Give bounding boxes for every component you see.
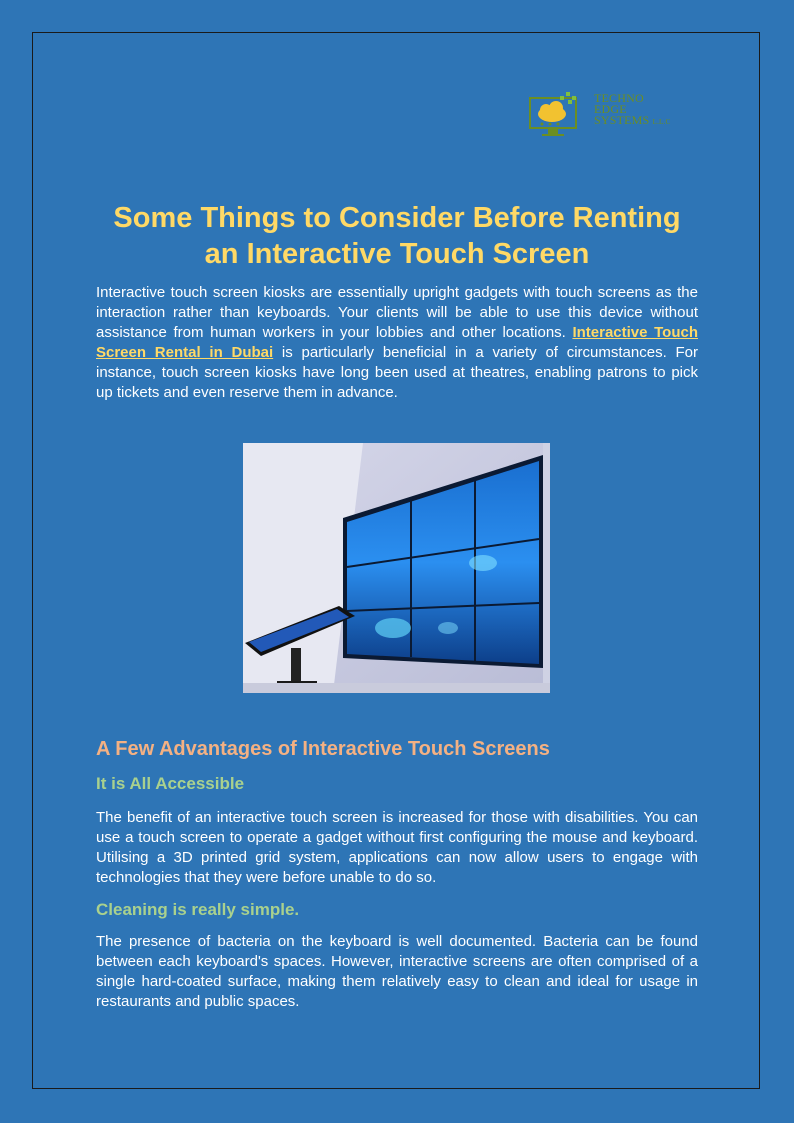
video-wall-photo bbox=[243, 443, 550, 693]
intro-text-before: Interactive touch screen kiosks are essentially upright gadgets with touch screens as the interaction rather than keyboards. Your clients will be able to use this device without assistance from human workers in your lobbies and other locations. bbox=[96, 284, 698, 341]
rental-link[interactable]: Interactive Touch Screen Rental in Dubai bbox=[96, 324, 698, 361]
logo-suffix: L.L.C bbox=[652, 118, 671, 126]
logo-wordmark bbox=[594, 93, 670, 128]
logo-line-1: TECHNO bbox=[594, 91, 644, 105]
cleaning-heading: Cleaning is really simple. bbox=[96, 900, 300, 919]
accessible-heading: It is All Accessible bbox=[96, 774, 245, 793]
intro-text-after: is particularly beneficial in a variety of circumstances. For instance, touch screen kiosks have long been used at theatres, enabling patrons to pick up tickets and even reserve them in advance. bbox=[96, 344, 699, 401]
advantages-heading: A Few Advantages of Interactive Touch Screens bbox=[96, 738, 550, 760]
cleaning-paragraph: The presence of bacteria on the keyboard is well documented. Bacteria can be found between each keyboard's spaces. However, interactive screens are often comprised of a single hard-coated surface, making them relatively easy to clean and ideal for usage in restaurants and public spaces. bbox=[96, 933, 698, 1010]
monitor-cloud-icon bbox=[528, 90, 592, 138]
accessible-paragraph: The benefit of an interactive touch screen is increased for those with disabilities. You can use a touch screen to operate a gadget without first configuring the mouse and keyboard. Utilising a 3D printed grid system, applications can now allow users to engage with technologies that they were before unable to do so. bbox=[96, 809, 698, 886]
intro-paragraph bbox=[96, 283, 698, 403]
logo-line-3: SYSTEMS bbox=[594, 113, 650, 127]
page-title: Some Things to Consider Before Renting an Interactive Touch Screen bbox=[113, 202, 681, 270]
company-logo bbox=[528, 90, 698, 138]
logo-line-2: EDGE bbox=[594, 102, 627, 116]
